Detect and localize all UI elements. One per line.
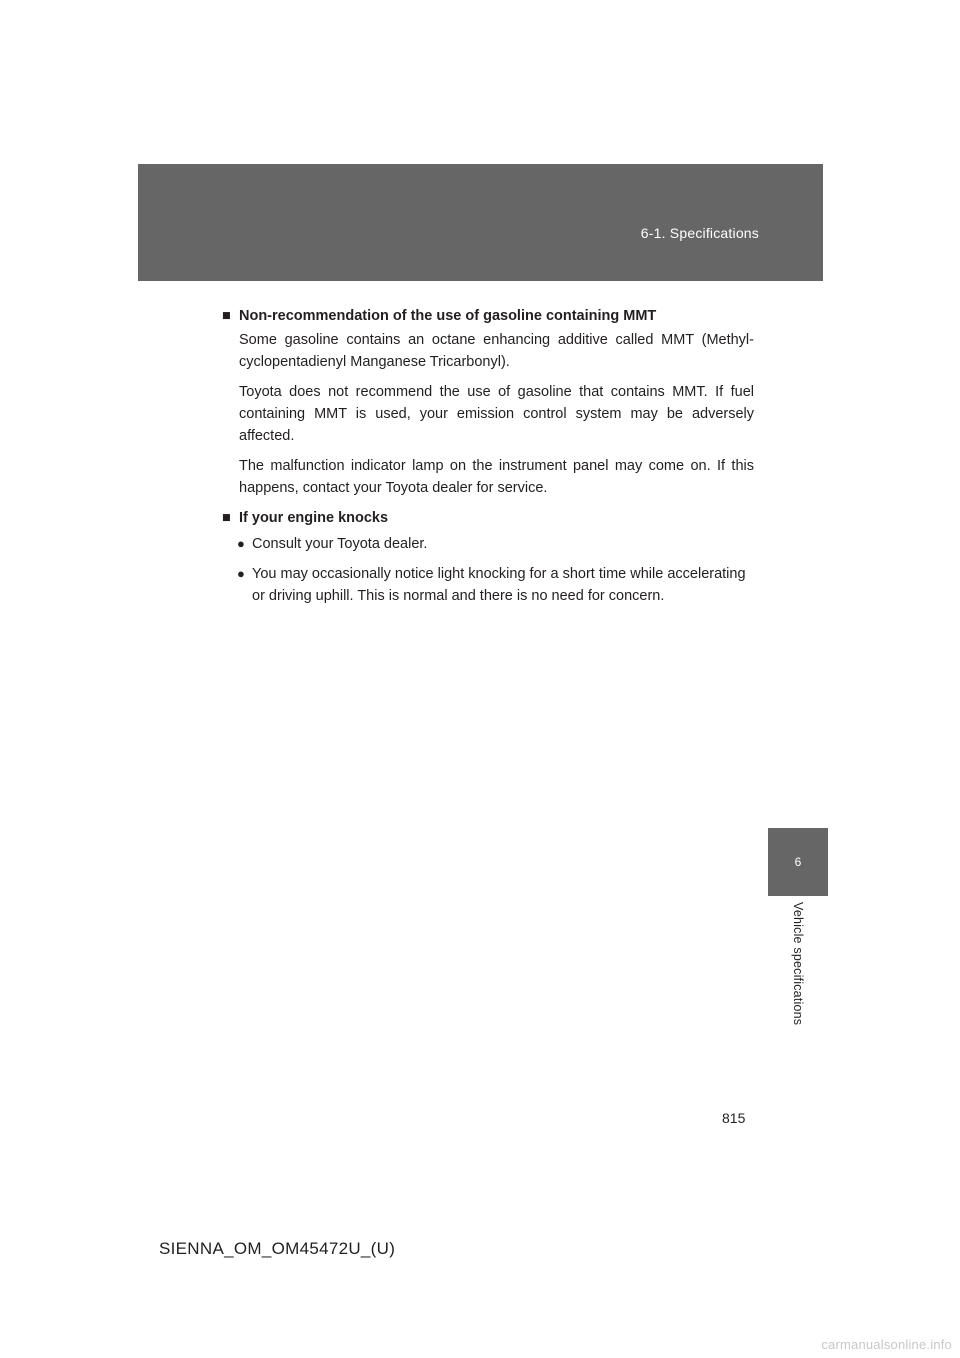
page-number: 815 (722, 1110, 746, 1126)
list-item-text: You may occasionally notice light knocking for a short time while accelerating or driving uphill. This is normal and there is no need for concern. (252, 566, 746, 604)
chapter-label: Vehicle specifications (791, 902, 805, 1026)
section-heading-text: If your engine knocks (239, 510, 389, 526)
square-bullet-icon: ■ (222, 308, 231, 324)
square-bullet-icon: ■ (222, 510, 231, 526)
header-band (138, 164, 823, 281)
list-item (237, 533, 754, 555)
circle-bullet-icon: ● (237, 536, 245, 551)
section-title: 6-1. Specifications (640, 225, 759, 241)
section-heading-knocks (222, 507, 754, 529)
watermark: carmanualsonline.info (821, 1337, 952, 1352)
main-content (222, 305, 754, 607)
chapter-number: 6 (794, 855, 802, 869)
list-item-text: Consult your Toyota dealer. (252, 536, 428, 552)
document-id: SIENNA_OM_OM45472U_(U) (159, 1239, 396, 1258)
list-item (237, 563, 754, 607)
chapter-tab (768, 828, 828, 896)
circle-bullet-icon: ● (237, 566, 245, 581)
paragraph: Toyota does not recommend the use of gasoline that contains MMT. If fuel containing MMT is used, your emission control system may be adversely affected. (239, 384, 754, 444)
paragraph: Some gasoline contains an octane enhancing additive called MMT (Methyl-cyclopentadienyl Manganese Tricarbonyl). (239, 332, 754, 370)
section-heading-mmt (222, 305, 754, 327)
chapter-label-container (786, 902, 810, 1042)
paragraph: The malfunction indicator lamp on the instrument panel may come on. If this happens, contact your Toyota dealer for service. (239, 458, 754, 496)
section-heading-text: Non-recommendation of the use of gasoline containing MMT (239, 308, 657, 324)
